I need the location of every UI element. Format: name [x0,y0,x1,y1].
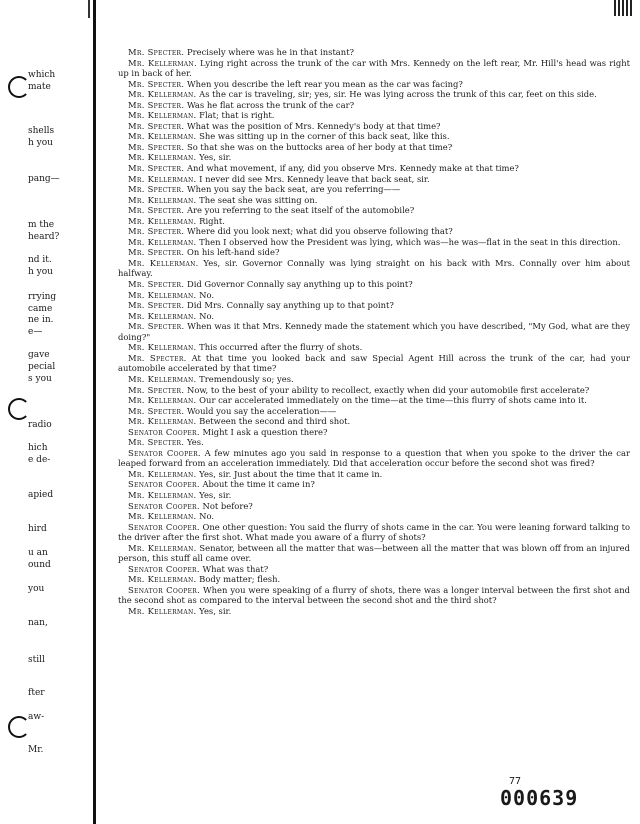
margin-fragment: fter [28,688,45,698]
speaker-name: Mr. Specter. [128,99,185,110]
testimony-paragraph [118,490,630,501]
speaker-name: Mr. Kellerman. [128,395,197,406]
testimony-text [118,47,630,617]
speaker-text: About the time it came in? [199,479,315,490]
speaker-text: No. [196,310,215,321]
testimony-paragraph [118,47,630,58]
margin-fragment: m the [28,220,55,230]
testimony-paragraph [118,58,630,79]
speaker-name: Mr. Kellerman. [128,89,197,100]
testimony-paragraph [118,205,630,216]
speaker-name: Mr. Specter. [128,163,185,174]
testimony-paragraph [118,279,630,290]
speaker-text: No. [196,511,215,522]
speaker-text: A few minutes ago you said in response to a question that when you spoke to the driver the car leaped forward from an acceleration immediately. Did that acceleration occur before the second shot was fired? [118,447,630,469]
speaker-name: Mr. Specter. [128,205,185,216]
testimony-paragraph [118,110,630,121]
margin-fragment: mate [28,82,51,92]
margin-fragment: e— [28,327,43,337]
margin-fragment: radio [28,420,52,430]
speaker-text: As the car is traveling, sir; yes, sir. He was lying across the trunk of this car, feet on this side. [196,89,597,100]
testimony-paragraph [118,321,630,342]
margin-fragment: hich [28,443,48,453]
testimony-paragraph [118,226,630,237]
testimony-paragraph [118,311,630,322]
testimony-paragraph [118,184,630,195]
margin-fragment: still [28,655,45,665]
speaker-name: Mr. Kellerman. [128,310,197,321]
testimony-paragraph [118,374,630,385]
margin-fragment: hird [28,524,47,534]
speaker-name: Mr. Kellerman. [128,511,197,522]
testimony-paragraph [118,522,630,543]
page-number: 77 [509,776,522,787]
margin-fragment: ound [28,560,51,570]
speaker-name: Mr. Kellerman. [128,131,197,142]
speaker-text: Flat; that is right. [196,110,275,121]
margin-fragment: heard? [28,232,60,242]
speaker-name: Senator Cooper. [128,426,200,437]
speaker-name: Senator Cooper. [128,563,200,574]
margin-fragment: e de- [28,455,51,465]
speaker-text: Would you say the acceleration—— [184,405,337,416]
margin-fragment: u an [28,548,48,558]
testimony-paragraph [118,511,630,522]
margin-fragment: aw- [28,712,45,722]
testimony-paragraph [118,585,630,606]
testimony-paragraph [118,406,630,417]
testimony-paragraph [118,100,630,111]
speaker-text: Our car accelerated immediately on the time—at the time—this flurry of shots came into it. [196,395,587,406]
speaker-text: Yes, sir. Governor Connally was lying straight on his back with Mrs. Connally over him about halfway. [118,257,630,279]
testimony-paragraph [118,606,630,617]
speaker-text: Yes, sir. Just about the time that it came in. [196,468,383,479]
document-stamp: 000639 [500,786,579,810]
testimony-paragraph [118,342,630,353]
speaker-name: Mr. Kellerman. [128,542,197,553]
speaker-name: Mr. Kellerman. [128,236,197,247]
testimony-paragraph [118,416,630,427]
speaker-text: Yes. [184,437,204,448]
testimony-paragraph [118,152,630,163]
speaker-text: Yes, sir. [196,152,232,163]
speaker-text: Lying right across the trunk of the car with Mrs. Kennedy on the left rear, Mr. Hill's head was right up in back of her. [118,57,630,79]
speaker-name: Mr. Specter. [128,141,185,152]
speaker-name: Mr. Kellerman. [128,373,197,384]
speaker-text: When you were speaking of a flurry of shots, there was a longer interval between the first shot and the second shot as compared to the interval between the second shot and the third shot? [118,584,630,606]
speaker-text: Not before? [199,500,253,511]
speaker-text: When you describe the left rear you mean as the car was facing? [184,78,463,89]
speaker-text: So that she was on the buttocks area of her body at that time? [184,141,453,152]
margin-fragment: shells [28,126,55,136]
speaker-text: Senator, between all the matter that was—between all the matter that was blown off from an injured person, this stuff all came over. [118,542,630,564]
margin-fragment: h you [28,138,53,148]
speaker-text: Yes, sir. [196,489,232,500]
speaker-name: Senator Cooper. [128,584,201,595]
speaker-name: Mr. Kellerman. [128,173,197,184]
speaker-text: What was that? [199,563,269,574]
speaker-text: Now, to the best of your ability to recollect, exactly when did your automobile first accelerate? [184,384,590,395]
testimony-paragraph [118,469,630,480]
speaker-name: Mr. Kellerman. [128,194,197,205]
speaker-name: Senator Cooper. [128,500,200,511]
speaker-text: The seat she was sitting on. [196,194,318,205]
margin-fragment: which [28,70,56,80]
margin-fragment: pecial [28,362,56,372]
testimony-paragraph [118,479,630,490]
speaker-name: Mr. Specter. [128,321,185,332]
speaker-name: Senator Cooper. [128,447,201,458]
speaker-name: Mr. Specter. [128,405,185,416]
testimony-paragraph [118,195,630,206]
testimony-paragraph [118,163,630,174]
speaker-name: Mr. Specter. [128,300,185,311]
speaker-name: Mr. Kellerman. [128,110,197,121]
speaker-name: Mr. Kellerman. [128,342,197,353]
speaker-name: Mr. Specter. [128,279,185,290]
speaker-name: Mr. Kellerman. [128,152,197,163]
speaker-name: Mr. Specter. [128,437,185,448]
speaker-name: Mr. Specter. [128,78,185,89]
speaker-name: Mr. Kellerman. [128,57,197,68]
punch-hole-icon [8,716,30,738]
speaker-name: Mr. Specter. [128,47,185,57]
speaker-name: Mr. Kellerman. [128,574,197,585]
speaker-text: One other question: You said the flurry of shots came in the car. You were leaning forward talking to the driver after the first shot. What made you aware of a flurry of shots? [118,521,630,543]
testimony-paragraph [118,247,630,258]
speaker-name: Senator Cooper. [128,521,200,532]
margin-fragment: ne in. [28,315,54,325]
margin-fragment: apied [28,490,54,500]
margin-fragment: s you [28,374,52,384]
punch-hole-icon [8,76,30,98]
speaker-name: Mr. Specter. [128,184,185,195]
speaker-text: At that time you looked back and saw Special Agent Hill across the trunk of the car, had your automobile accelerated by that time? [118,352,631,374]
testimony-paragraph [118,121,630,132]
margin-fragment: gave [28,350,50,360]
speaker-text: On his left-hand side? [184,247,280,258]
speaker-text: Did Governor Connally say anything up to this point? [184,279,413,290]
speaker-text: Might I ask a question there? [199,426,328,437]
speaker-name: Mr. Specter. [128,352,187,363]
testimony-paragraph [118,501,630,512]
speaker-text: Was he flat across the trunk of the car? [184,99,355,110]
testimony-paragraph [118,448,630,469]
testimony-paragraph [118,131,630,142]
speaker-text: She was sitting up in the corner of this back seat, like this. [196,131,450,142]
speaker-text: And what movement, if any, did you observe Mrs. Kennedy make at that time? [184,163,519,174]
speaker-name: Mr. Kellerman. [128,605,197,616]
scan-edge-marks [614,0,632,16]
testimony-paragraph [118,437,630,448]
margin-fragment: Mr. [28,745,44,755]
testimony-paragraph [118,353,630,374]
speaker-name: Mr. Kellerman. [128,289,197,300]
margin-fragment: nd it. [28,255,52,265]
margin-fragment: came [28,304,53,314]
speaker-name: Mr. Kellerman. [128,416,197,427]
speaker-text: Did Mrs. Connally say anything up to that point? [184,300,394,311]
speaker-text: This occurred after the flurry of shots. [196,342,363,353]
speaker-name: Mr. Kellerman. [128,489,197,500]
testimony-paragraph [118,385,630,396]
testimony-paragraph [118,564,630,575]
speaker-text: When you say the back seat, are you referring—— [184,184,401,195]
punch-hole-icon [8,398,30,420]
testimony-paragraph [118,290,630,301]
speaker-name: Mr. Specter. [128,226,185,237]
speaker-text: Between the second and third shot. [196,416,351,427]
speaker-text: Body matter; flesh. [196,574,281,585]
speaker-text: Then I observed how the President was lying, which was—he was—flat in the seat in this direction. [196,236,621,247]
testimony-paragraph [118,300,630,311]
speaker-name: Mr. Kellerman. [128,257,199,268]
testimony-paragraph [118,258,630,279]
column-divider-line [93,0,96,824]
speaker-text: Yes, sir. [196,605,232,616]
testimony-paragraph [118,174,630,185]
speaker-name: Mr. Kellerman. [128,468,197,479]
testimony-paragraph [118,395,630,406]
testimony-paragraph [118,216,630,227]
speaker-text: Precisely where was he in that instant? [184,47,355,57]
testimony-paragraph [118,427,630,438]
testimony-paragraph [118,142,630,153]
speaker-name: Mr. Specter. [128,247,185,258]
speaker-text: What was the position of Mrs. Kennedy's body at that time? [184,120,441,131]
speaker-name: Mr. Kellerman. [128,215,197,226]
speaker-text: Are you referring to the seat itself of the automobile? [184,205,415,216]
speaker-text: When was it that Mrs. Kennedy made the statement which you have described, "My God, what are they doing?" [118,321,630,342]
margin-fragment: pang— [28,174,60,184]
testimony-paragraph [118,574,630,585]
margin-fragment: you [28,584,45,594]
testimony-paragraph [118,237,630,248]
margin-fragment: h you [28,267,53,277]
speaker-text: Right. [196,215,225,226]
testimony-paragraph [118,89,630,100]
margin-fragment: rrying [28,292,57,302]
speaker-name: Mr. Specter. [128,384,185,395]
speaker-text: Tremendously so; yes. [196,373,294,384]
speaker-text: Where did you look next; what did you observe following that? [184,226,453,237]
speaker-text: No. [196,289,215,300]
speaker-text: I never did see Mrs. Kennedy leave that back seat, sir. [196,173,430,184]
testimony-paragraph [118,79,630,90]
margin-fragment: nan, [28,618,48,628]
speaker-name: Senator Cooper. [128,479,200,490]
testimony-paragraph [118,543,630,564]
binding-tick [88,0,90,18]
speaker-name: Mr. Specter. [128,120,185,131]
